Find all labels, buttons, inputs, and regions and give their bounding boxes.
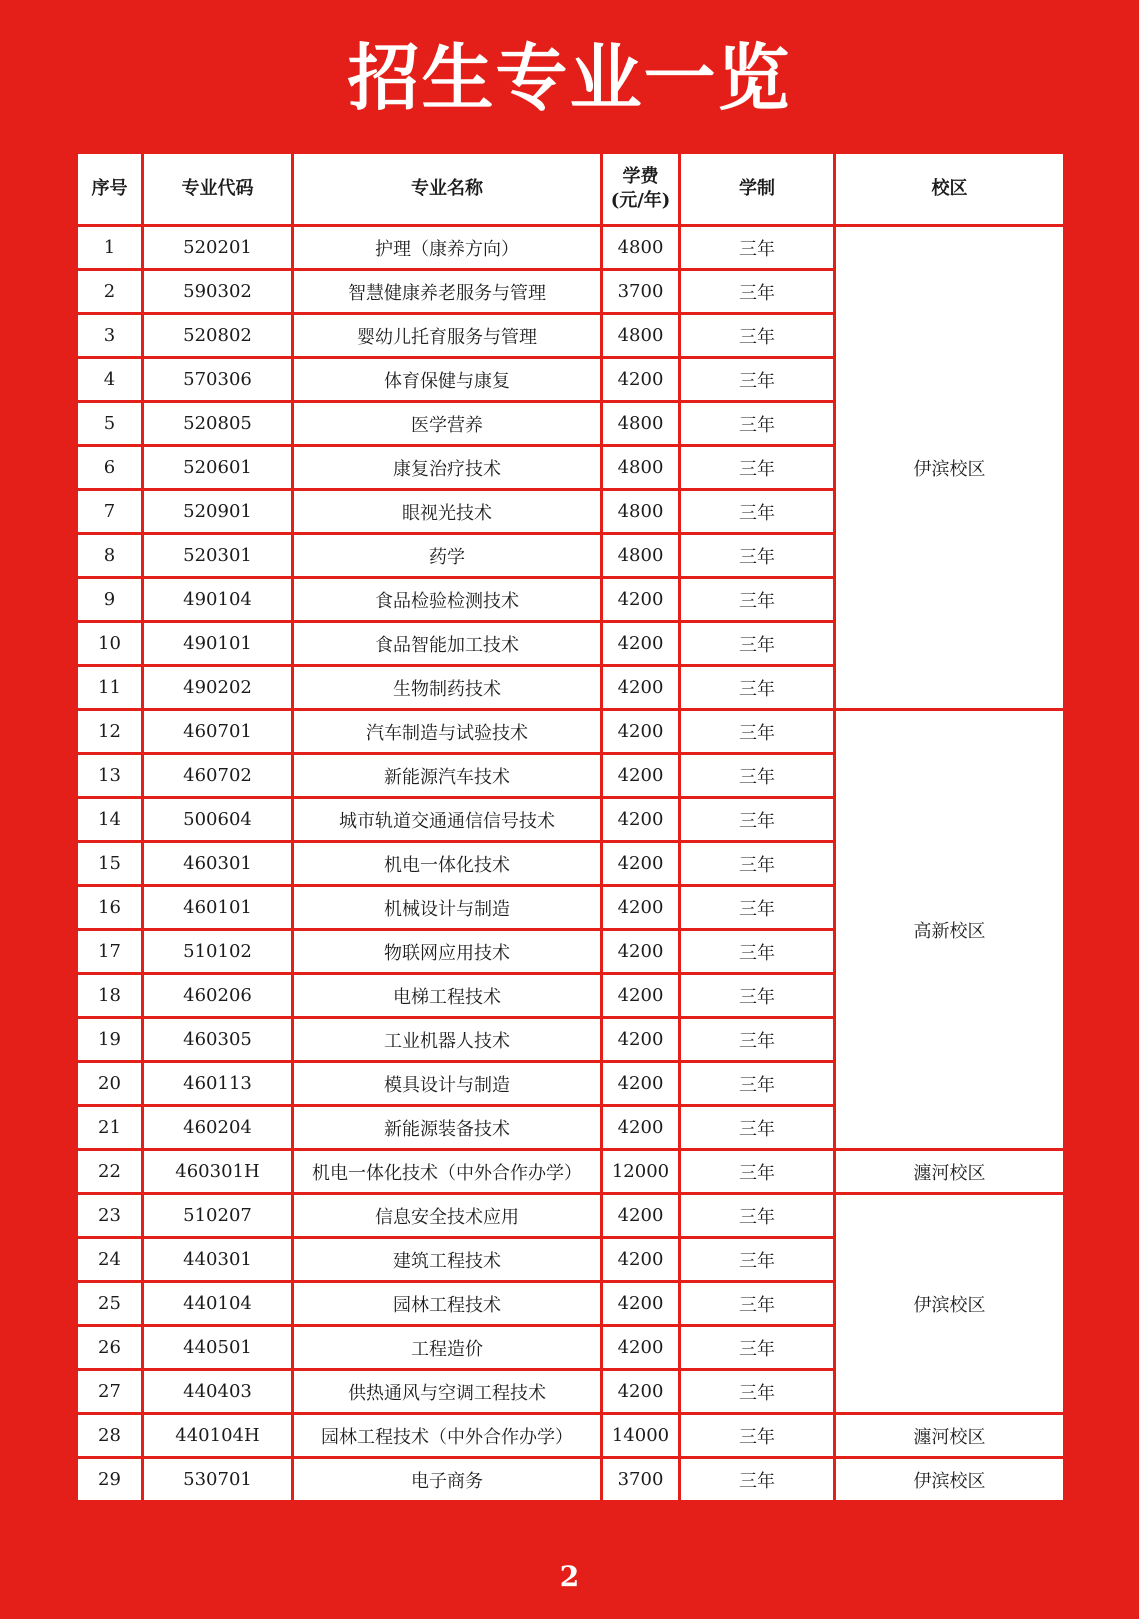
cell-fee: 4200 xyxy=(602,1326,680,1370)
cell-fee: 4200 xyxy=(602,358,680,402)
cell-index: 19 xyxy=(77,1018,143,1062)
cell-code: 440301 xyxy=(143,1238,293,1282)
page-title: 招生专业一览 xyxy=(347,35,792,120)
cell-code: 460113 xyxy=(143,1062,293,1106)
header-index: 序号 xyxy=(77,153,143,226)
cell-code: 570306 xyxy=(143,358,293,402)
cell-code: 460206 xyxy=(143,974,293,1018)
cell-name: 城市轨道交通通信信号技术 xyxy=(293,798,602,842)
cell-fee: 4200 xyxy=(602,1062,680,1106)
cell-fee: 4200 xyxy=(602,1282,680,1326)
cell-duration: 三年 xyxy=(680,710,835,754)
cell-fee: 3700 xyxy=(602,1458,680,1502)
cell-name: 药学 xyxy=(293,534,602,578)
table-header-row xyxy=(77,153,1065,226)
cell-code: 500604 xyxy=(143,798,293,842)
cell-index: 24 xyxy=(77,1238,143,1282)
cell-campus: 伊滨校区 xyxy=(835,1194,1065,1414)
cell-name: 食品智能加工技术 xyxy=(293,622,602,666)
cell-fee: 4800 xyxy=(602,314,680,358)
table-row xyxy=(77,1414,1065,1458)
cell-name: 模具设计与制造 xyxy=(293,1062,602,1106)
cell-fee: 4200 xyxy=(602,1370,680,1414)
cell-duration: 三年 xyxy=(680,1458,835,1502)
cell-code: 440501 xyxy=(143,1326,293,1370)
cell-fee: 14000 xyxy=(602,1414,680,1458)
cell-duration: 三年 xyxy=(680,1018,835,1062)
cell-name: 信息安全技术应用 xyxy=(293,1194,602,1238)
cell-name: 机电一体化技术 xyxy=(293,842,602,886)
cell-name: 眼视光技术 xyxy=(293,490,602,534)
cell-name: 机械设计与制造 xyxy=(293,886,602,930)
cell-fee: 12000 xyxy=(602,1150,680,1194)
cell-code: 440104H xyxy=(143,1414,293,1458)
cell-index: 25 xyxy=(77,1282,143,1326)
cell-index: 5 xyxy=(77,402,143,446)
table-row xyxy=(77,1194,1065,1238)
cell-name: 医学营养 xyxy=(293,402,602,446)
header-campus: 校区 xyxy=(835,153,1065,226)
cell-duration: 三年 xyxy=(680,1194,835,1238)
cell-name: 食品检验检测技术 xyxy=(293,578,602,622)
cell-code: 510207 xyxy=(143,1194,293,1238)
cell-fee: 4800 xyxy=(602,446,680,490)
cell-duration: 三年 xyxy=(680,578,835,622)
cell-name: 汽车制造与试验技术 xyxy=(293,710,602,754)
cell-code: 440403 xyxy=(143,1370,293,1414)
cell-fee: 4200 xyxy=(602,842,680,886)
cell-index: 14 xyxy=(77,798,143,842)
cell-duration: 三年 xyxy=(680,226,835,270)
cell-code: 520901 xyxy=(143,490,293,534)
cell-name: 新能源汽车技术 xyxy=(293,754,602,798)
cell-fee: 4200 xyxy=(602,930,680,974)
cell-code: 460204 xyxy=(143,1106,293,1150)
cell-index: 10 xyxy=(77,622,143,666)
cell-name: 电子商务 xyxy=(293,1458,602,1502)
cell-fee: 4800 xyxy=(602,490,680,534)
cell-name: 供热通风与空调工程技术 xyxy=(293,1370,602,1414)
cell-duration: 三年 xyxy=(680,1326,835,1370)
header-name: 专业名称 xyxy=(293,153,602,226)
cell-name: 工程造价 xyxy=(293,1326,602,1370)
cell-code: 460701 xyxy=(143,710,293,754)
cell-fee: 4200 xyxy=(602,1018,680,1062)
cell-campus: 瀍河校区 xyxy=(835,1414,1065,1458)
header-code: 专业代码 xyxy=(143,153,293,226)
cell-index: 29 xyxy=(77,1458,143,1502)
cell-index: 2 xyxy=(77,270,143,314)
cell-index: 6 xyxy=(77,446,143,490)
cell-name: 园林工程技术 xyxy=(293,1282,602,1326)
table-row xyxy=(77,1150,1065,1194)
cell-fee: 4200 xyxy=(602,578,680,622)
header-fee-line1: 学费 xyxy=(622,166,659,187)
cell-index: 26 xyxy=(77,1326,143,1370)
cell-code: 460305 xyxy=(143,1018,293,1062)
cell-fee: 4200 xyxy=(602,1238,680,1282)
table-row xyxy=(77,710,1065,754)
cell-duration: 三年 xyxy=(680,754,835,798)
cell-index: 1 xyxy=(77,226,143,270)
cell-duration: 三年 xyxy=(680,842,835,886)
cell-code: 440104 xyxy=(143,1282,293,1326)
header-fee-line2: (元/年) xyxy=(610,190,671,211)
cell-name: 护理（康养方向） xyxy=(293,226,602,270)
cell-name: 体育保健与康复 xyxy=(293,358,602,402)
cell-code: 460301H xyxy=(143,1150,293,1194)
cell-code: 520802 xyxy=(143,314,293,358)
cell-campus: 伊滨校区 xyxy=(835,1458,1065,1502)
cell-campus: 伊滨校区 xyxy=(835,226,1065,710)
cell-fee: 4200 xyxy=(602,886,680,930)
cell-index: 18 xyxy=(77,974,143,1018)
cell-code: 490101 xyxy=(143,622,293,666)
cell-code: 510102 xyxy=(143,930,293,974)
cell-fee: 4200 xyxy=(602,754,680,798)
header-fee xyxy=(602,153,680,226)
table-row xyxy=(77,226,1065,270)
cell-index: 3 xyxy=(77,314,143,358)
cell-name: 工业机器人技术 xyxy=(293,1018,602,1062)
cell-duration: 三年 xyxy=(680,358,835,402)
cell-fee: 4800 xyxy=(602,226,680,270)
cell-name: 康复治疗技术 xyxy=(293,446,602,490)
cell-name: 新能源装备技术 xyxy=(293,1106,602,1150)
cell-index: 11 xyxy=(77,666,143,710)
cell-name: 建筑工程技术 xyxy=(293,1238,602,1282)
cell-index: 4 xyxy=(77,358,143,402)
cell-code: 490202 xyxy=(143,666,293,710)
cell-duration: 三年 xyxy=(680,1370,835,1414)
cell-duration: 三年 xyxy=(680,1282,835,1326)
cell-index: 28 xyxy=(77,1414,143,1458)
cell-code: 460101 xyxy=(143,886,293,930)
cell-duration: 三年 xyxy=(680,622,835,666)
cell-index: 17 xyxy=(77,930,143,974)
cell-fee: 4200 xyxy=(602,710,680,754)
cell-index: 13 xyxy=(77,754,143,798)
cell-index: 15 xyxy=(77,842,143,886)
cell-fee: 3700 xyxy=(602,270,680,314)
cell-code: 460301 xyxy=(143,842,293,886)
cell-index: 21 xyxy=(77,1106,143,1150)
cell-duration: 三年 xyxy=(680,270,835,314)
cell-duration: 三年 xyxy=(680,446,835,490)
cell-fee: 4200 xyxy=(602,622,680,666)
cell-index: 20 xyxy=(77,1062,143,1106)
cell-code: 520601 xyxy=(143,446,293,490)
cell-name: 园林工程技术（中外合作办学） xyxy=(293,1414,602,1458)
cell-code: 520201 xyxy=(143,226,293,270)
cell-index: 9 xyxy=(77,578,143,622)
cell-name: 智慧健康养老服务与管理 xyxy=(293,270,602,314)
cell-duration: 三年 xyxy=(680,314,835,358)
cell-name: 机电一体化技术（中外合作办学） xyxy=(293,1150,602,1194)
cell-campus: 高新校区 xyxy=(835,710,1065,1150)
cell-duration: 三年 xyxy=(680,666,835,710)
cell-index: 27 xyxy=(77,1370,143,1414)
cell-duration: 三年 xyxy=(680,1062,835,1106)
cell-duration: 三年 xyxy=(680,798,835,842)
cell-code: 590302 xyxy=(143,270,293,314)
cell-duration: 三年 xyxy=(680,1238,835,1282)
cell-duration: 三年 xyxy=(680,930,835,974)
table-row xyxy=(77,1458,1065,1502)
cell-fee: 4800 xyxy=(602,534,680,578)
cell-fee: 4200 xyxy=(602,798,680,842)
cell-name: 婴幼儿托育服务与管理 xyxy=(293,314,602,358)
cell-duration: 三年 xyxy=(680,402,835,446)
cell-fee: 4800 xyxy=(602,402,680,446)
cell-code: 490104 xyxy=(143,578,293,622)
cell-name: 物联网应用技术 xyxy=(293,930,602,974)
cell-fee: 4200 xyxy=(602,974,680,1018)
cell-name: 生物制药技术 xyxy=(293,666,602,710)
cell-duration: 三年 xyxy=(680,1150,835,1194)
cell-index: 7 xyxy=(77,490,143,534)
cell-index: 8 xyxy=(77,534,143,578)
cell-fee: 4200 xyxy=(602,1194,680,1238)
cell-duration: 三年 xyxy=(680,534,835,578)
cell-campus: 瀍河校区 xyxy=(835,1150,1065,1194)
cell-code: 460702 xyxy=(143,754,293,798)
cell-duration: 三年 xyxy=(680,490,835,534)
cell-code: 530701 xyxy=(143,1458,293,1502)
cell-duration: 三年 xyxy=(680,1106,835,1150)
page-number: 2 xyxy=(559,1560,580,1593)
cell-fee: 4200 xyxy=(602,1106,680,1150)
cell-index: 16 xyxy=(77,886,143,930)
header-duration: 学制 xyxy=(680,153,835,226)
cell-duration: 三年 xyxy=(680,1414,835,1458)
cell-duration: 三年 xyxy=(680,974,835,1018)
majors-table xyxy=(75,151,1066,1503)
cell-index: 22 xyxy=(77,1150,143,1194)
cell-index: 23 xyxy=(77,1194,143,1238)
cell-code: 520805 xyxy=(143,402,293,446)
cell-fee: 4200 xyxy=(602,666,680,710)
cell-code: 520301 xyxy=(143,534,293,578)
cell-duration: 三年 xyxy=(680,886,835,930)
cell-index: 12 xyxy=(77,710,143,754)
cell-name: 电梯工程技术 xyxy=(293,974,602,1018)
